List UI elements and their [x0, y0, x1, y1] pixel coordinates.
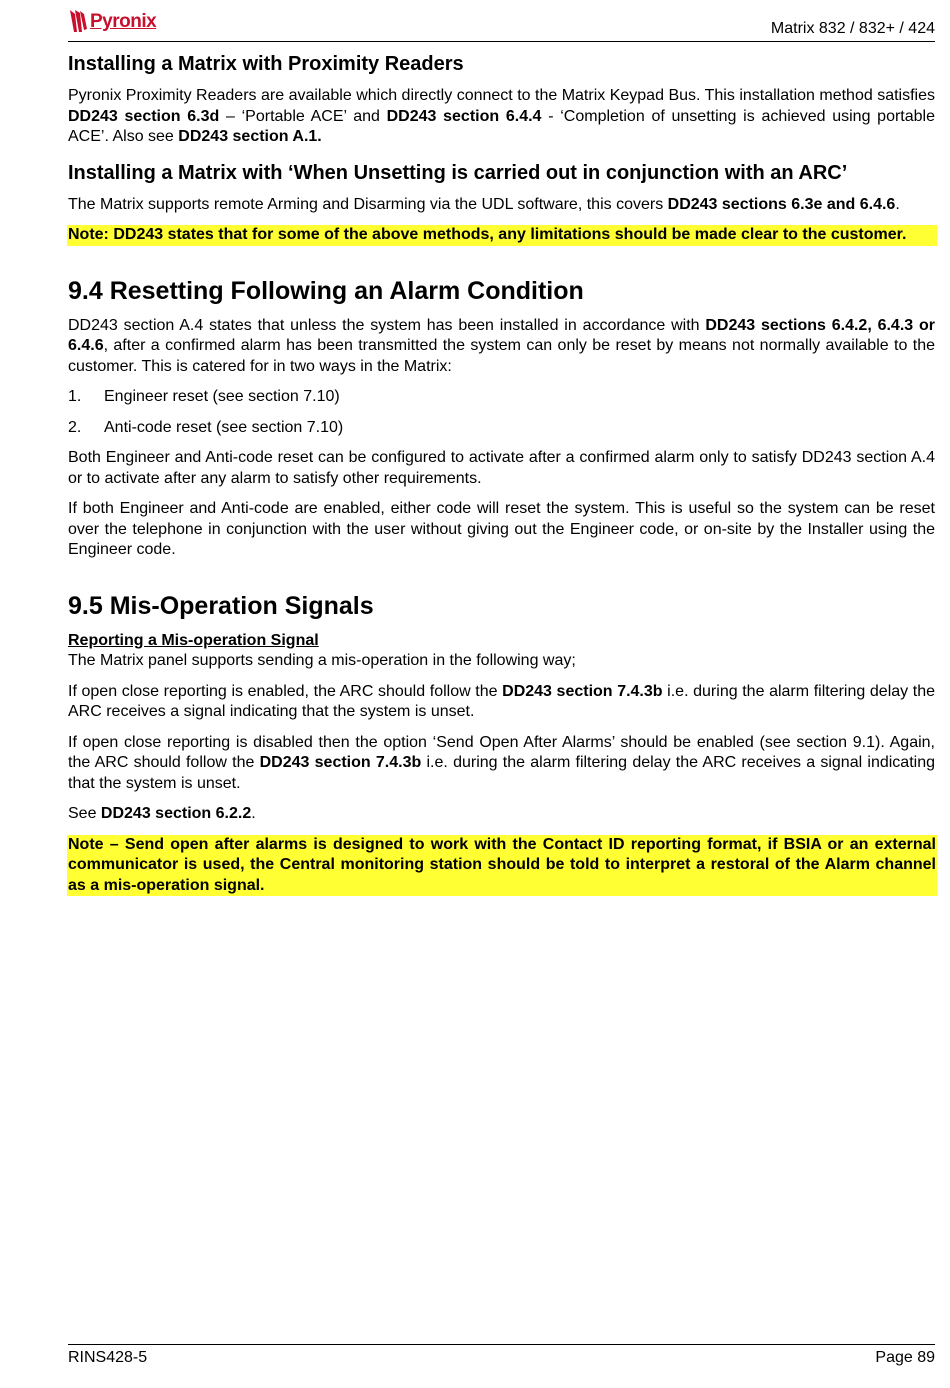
logo-text: Pyronix — [90, 11, 157, 32]
paragraph-9-5-disabled: If open close reporting is disabled then the option ‘Send Open After Alarms’ should be enabled (see section 9.1). Again, the ARC should follow the DD243 section 7.4.3b i.e. during the alarm filtering delay the ARC receives a signal indicating that the system is unset. — [68, 733, 935, 792]
list-item: 2. Anti-code reset (see section 7.10) — [68, 418, 344, 436]
document-title: Matrix 832 / 832+ / 424 — [770, 20, 935, 37]
paragraph-arc: The Matrix supports remote Arming and Disarming via the UDL software, this covers DD243 sections 6.3e and 6.4.6. — [68, 195, 900, 213]
page — [68, 0, 935, 1388]
flame-icon — [68, 8, 88, 34]
paragraph-9-4-config: Both Engineer and Anti-code reset can be configured to activate after a confirmed alarm only to satisfy DD243 section A.4 or to activate after any alarm to satisfy other requirements. — [68, 449, 935, 487]
paragraph-proximity: Pyronix Proximity Readers are available which directly connect to the Matrix Keypad Bus. This installation method satisfies DD243 section 6.3d – ‘Portable ACE’ and DD243 section 6.4.4 - ‘Completion of unsetting is achieved using portable ACE’. Also see DD243 section A.1. — [68, 87, 936, 145]
heading-9-5: 9.5 Mis-Operation Signals — [68, 591, 374, 620]
paragraph-9-5-see: See DD243 section 6.2.2. — [68, 805, 256, 822]
note-limitations: Note: DD243 states that for some of the above methods, any limitations should be made clear to the customer. — [67, 225, 937, 246]
document-reference: RINS428-5 — [68, 1349, 148, 1366]
page-number: Page 89 — [875, 1349, 935, 1366]
subheading-reporting: Reporting a Mis-operation Signal — [68, 631, 319, 649]
heading-arc-unsetting: Installing a Matrix with ‘When Unsetting is carried out in conjunction with an ARC’ — [68, 161, 848, 184]
header-divider — [68, 41, 935, 42]
note-contact-id: Note – Send open after alarms is designed to work with the Contact ID reporting format, if BSIA or an external communicator is used, the Central monitoring station should be told to interpret a restoral of the Alarm channel as a mis-operation signal. — [67, 835, 937, 897]
paragraph-9-5-intro: The Matrix panel supports sending a mis-operation in the following way; — [68, 652, 576, 669]
paragraph-9-5-enabled: If open close reporting is enabled, the ARC should follow the DD243 section 7.4.3b i.e. during the alarm filtering delay the ARC receives a signal indicating that the system is unset. — [68, 682, 936, 720]
pyronix-logo — [68, 8, 156, 38]
footer-divider — [68, 1344, 935, 1345]
list-item: 1. Engineer reset (see section 7.10) — [68, 388, 340, 405]
page-content — [68, 52, 935, 906]
paragraph-9-4-both: If both Engineer and Anti-code are enabled, either code will reset the system. This is useful so the system can be reset over the telephone in conjunction with the user without giving out the Engineer code, or on-site by the Installer using the Engineer code. — [68, 500, 935, 558]
paragraph-9-4-intro: DD243 section A.4 states that unless the system has been installed in accordance with DD243 sections 6.4.2, 6.4.3 or 6.4.6, after a confirmed alarm has been transmitted the system can only be reset by means not normally available to the customer. This is catered for in two ways in the Matrix: — [68, 316, 935, 375]
heading-9-4: 9.4 Resetting Following an Alarm Condition — [68, 276, 584, 305]
heading-proximity-readers: Installing a Matrix with Proximity Readers — [68, 53, 464, 75]
